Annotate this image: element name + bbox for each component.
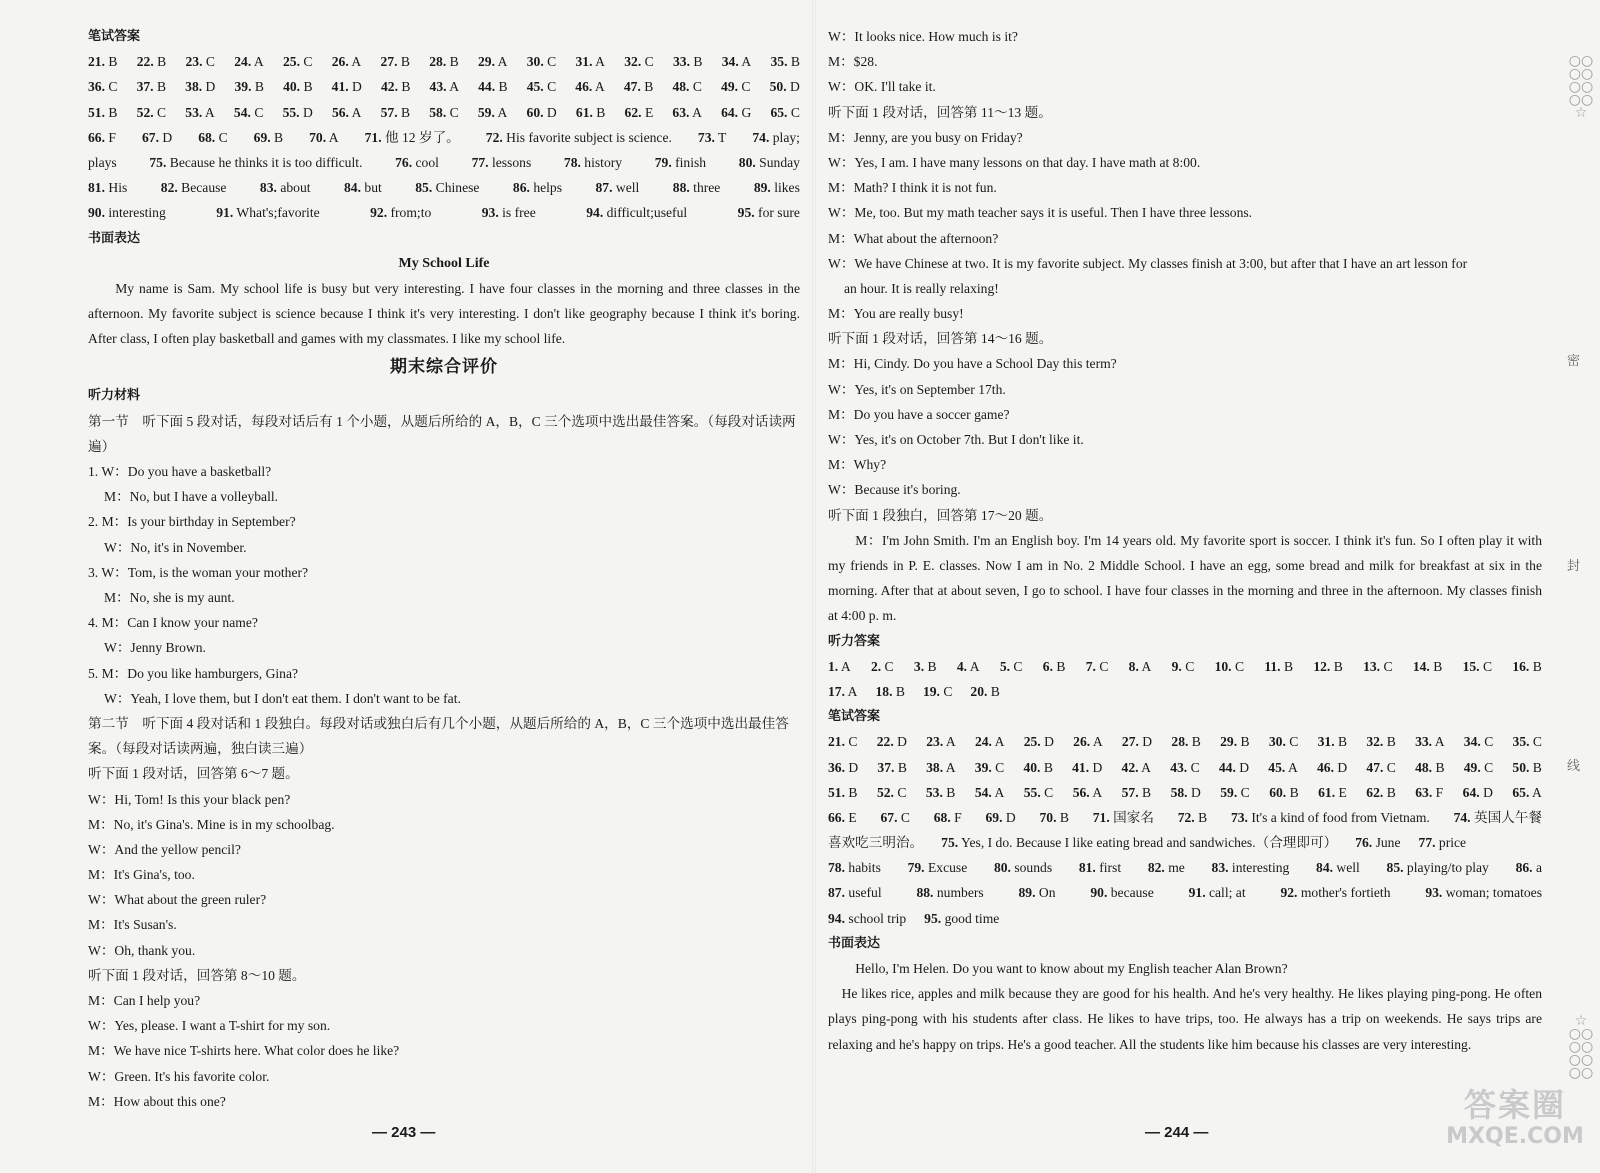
answer-item: 25. D: [1023, 734, 1054, 750]
answer-item: 21. C: [828, 734, 858, 750]
written-answers-heading-2: 笔试答案: [828, 709, 881, 725]
answer-item: 64. D: [1462, 784, 1493, 800]
answer-row: [828, 855, 1542, 880]
answer-item: 13. C: [1363, 658, 1393, 674]
answer-item: 72. His favorite subject is science.: [485, 129, 672, 145]
answer-item: 92. from;to: [370, 205, 432, 221]
answer-item: 7. C: [1085, 658, 1109, 674]
dialogue-line: M：No, but I have a volleyball.: [104, 489, 279, 505]
right-column: [828, 24, 1542, 1057]
answer-item: 81. His: [88, 180, 128, 196]
answer-row: [828, 805, 1542, 830]
answer-item: 76. cool: [395, 154, 439, 170]
watermark-logo: [1440, 1085, 1590, 1155]
answer-item: 62. B: [1366, 784, 1396, 800]
answer-item: 33. B: [673, 54, 703, 70]
answer-item: 39. C: [974, 759, 1005, 775]
dialogue-line: 1. W：Do you have a basketball?: [88, 464, 272, 480]
answer-item: 64. G: [721, 104, 752, 120]
q17-20-intro: 听下面 1 段独白，回答第 17～20 题。: [828, 507, 1053, 523]
answer-item: 31. B: [1317, 734, 1348, 750]
answer-item: 88. three: [672, 180, 721, 196]
answer-item: 30. C: [526, 54, 557, 70]
dialogue-line: W：Yes, it's on October 7th. But I don't like it.: [828, 432, 1084, 447]
answer-item: 45. A: [1268, 759, 1298, 775]
answer-item: 38. D: [185, 79, 216, 95]
answer-item: 74. play;: [752, 129, 800, 145]
answer-item: 12. B: [1313, 658, 1343, 674]
listening-material-heading: 听力材料: [88, 388, 141, 404]
margin-seal-char: 密: [1566, 354, 1580, 369]
page-number-right: — 244 —: [1145, 1124, 1209, 1141]
written-answers-heading: 笔试答案: [88, 29, 141, 44]
dialogue-11-13: [828, 125, 1542, 251]
answer-item: 57. B: [1121, 784, 1152, 800]
answer-item: 72. B: [1177, 809, 1208, 825]
answer-row: [88, 74, 800, 99]
answer-item: 29. B: [1220, 734, 1250, 750]
part2-instructions: 第二节 听下面 4 段对话和 1 段独白。每段对话或独白后有几个小题，从题后所给的 A，B，C 三个选项中选出最佳答案。（每段对话读两遍，独白读三遍）: [88, 715, 789, 757]
watermark-url: MXQE.COM: [1446, 1124, 1584, 1149]
dialogue-line: an hour. It is really relaxing!: [844, 280, 999, 296]
answer-item: 40. B: [1023, 759, 1053, 775]
answer-item: 68. C: [198, 129, 228, 145]
answer-item: 25. C: [283, 54, 313, 70]
dialogue-line: 2. M：Is your birthday in September?: [88, 514, 296, 530]
answer-item: 33. A: [1415, 734, 1445, 750]
answer-item: 36. D: [828, 759, 859, 775]
answer-item: 47. B: [623, 79, 654, 95]
answer-item: 38. A: [926, 759, 956, 775]
answer-row: [88, 175, 800, 200]
answer-item: 54. A: [974, 784, 1005, 800]
dialogue-5: [88, 661, 800, 711]
margin-circles-icon: ☆ ○○ ○○ ○○ ○○: [1568, 1013, 1594, 1081]
answer-item: 67. C: [880, 809, 910, 825]
dialogue-3: [88, 560, 800, 610]
answer-item: 48. C: [672, 79, 702, 95]
answer-item: 95. for sure: [737, 205, 800, 221]
answer-item: 59. C: [1220, 784, 1250, 800]
answer-row: [828, 906, 1542, 931]
answer-item: 49. C: [1463, 759, 1494, 775]
answer-item: 22. B: [136, 54, 167, 70]
answer-item: 73. T: [697, 129, 727, 145]
answer-item: 84. well: [1316, 860, 1360, 876]
dialogue-line: W：Hi, Tom! Is this your black pen?: [88, 791, 291, 807]
answer-item: 48. B: [1415, 759, 1445, 775]
answer-item: 75. Because he thinks it is too difficult.: [149, 154, 363, 170]
answer-item: 44. D: [1218, 759, 1250, 775]
dialogue-line: M：Hi, Cindy. Do you have a School Day this term?: [828, 356, 1117, 372]
answer-item: 43. A: [429, 79, 460, 95]
answer-item: 18. B: [875, 683, 905, 699]
answer-item: 90. because: [1090, 885, 1154, 901]
dialogue-line: W：Yes, please. I want a T-shirt for my son.: [88, 1018, 331, 1034]
answer-item: 66. F: [88, 129, 116, 145]
answer-item: 94. difficult;useful: [586, 205, 688, 221]
answer-item: 57. B: [380, 104, 411, 120]
dialogue-6-7: [88, 787, 800, 963]
answer-item: 61. B: [575, 104, 606, 120]
answer-item: 63. A: [672, 104, 702, 120]
answer-item: 81. first: [1078, 860, 1122, 876]
answer-item: 62. E: [624, 104, 654, 120]
answer-item: 89. likes: [753, 180, 800, 196]
dialogue-line: W：Yes, I am. I have many lessons on that day. I have math at 8:00.: [828, 154, 1201, 170]
q8-10-intro: 听下面 1 段对话，回答第 8～10 题。: [88, 967, 306, 983]
answer-item: 60. D: [526, 104, 557, 120]
q11-13-intro: 听下面 1 段对话，回答第 11～13 题。: [828, 104, 1052, 120]
answer-item: 34. A: [721, 54, 752, 70]
answer-item: 15. C: [1462, 658, 1493, 674]
answer-item: 79. Excuse: [907, 860, 968, 876]
answer-item: 43. C: [1170, 759, 1200, 775]
answer-item: 74. 英国人午餐: [1453, 809, 1542, 825]
answer-item: 6. B: [1042, 658, 1066, 674]
answer-item: 3. B: [913, 658, 937, 674]
answer-item: 69. B: [253, 129, 284, 145]
answer-item: 19. C: [922, 683, 953, 699]
answer-item: plays: [88, 154, 117, 170]
left-column: [88, 24, 800, 1114]
answer-item: 93. woman; tomatoes: [1425, 885, 1542, 901]
answer-item: 45. C: [526, 79, 557, 95]
answer-item: 56. A: [1072, 784, 1103, 800]
dialogue-line: M：Can I help you?: [88, 993, 201, 1009]
dialogue-8-10: [88, 988, 800, 1114]
answer-item: 36. C: [88, 79, 118, 95]
answer-item: 60. B: [1269, 784, 1299, 800]
answer-item: 85. Chinese: [415, 180, 480, 196]
answer-item: 30. C: [1268, 734, 1299, 750]
answer-item: 24. A: [234, 54, 264, 70]
dialogue-line: W：We have Chinese at two. It is my favorite subject. My classes finish at 3:00, but after that I have an art lesson for: [828, 255, 1468, 271]
answer-item: 32. B: [1366, 734, 1396, 750]
answer-item: 39. B: [234, 79, 264, 95]
answer-item: 41. D: [1072, 759, 1103, 775]
dialogue-line: M：It's Susan's.: [88, 917, 177, 933]
answer-item: 79. finish: [654, 154, 707, 170]
dialogue-14-16: [828, 351, 1542, 502]
answer-item: 54. C: [233, 104, 264, 120]
answer-row: [828, 755, 1542, 780]
listening-answer-row: [828, 679, 1542, 704]
margin-seal-char: 封: [1566, 559, 1580, 574]
dialogue-line: M：Math? I think it is not fun.: [828, 180, 997, 196]
answer-item: 17. A: [828, 683, 858, 699]
answer-item: 2. C: [870, 658, 894, 674]
answer-item: 49. C: [721, 79, 751, 95]
answer-item: 8. A: [1128, 658, 1152, 674]
answer-item: 28. B: [429, 54, 459, 70]
answer-item: 51. B: [88, 104, 118, 120]
part1-instructions: 第一节 听下面 5 段对话，每段对话后有 1 个小题，从题后所给的 A，B，C 三个选项中选出最佳答案。（每段对话读两遍）: [88, 413, 796, 454]
q14-16-intro: 听下面 1 段对话，回答第 14～16 题。: [828, 331, 1053, 347]
answer-item: 4. A: [956, 658, 980, 674]
answer-item: 52. C: [136, 104, 167, 120]
answer-item: 22. D: [876, 734, 907, 750]
answer-item: 34. C: [1463, 734, 1494, 750]
answer-row: [828, 729, 1542, 754]
answer-item: 88. numbers: [916, 885, 984, 901]
answer-item: 47. C: [1366, 759, 1396, 775]
dialogue-line: W：OK. I'll take it.: [828, 79, 936, 95]
answer-item: 84. but: [344, 180, 382, 196]
dialogue-line: M：Jenny, are you busy on Friday?: [828, 129, 1023, 145]
answer-item: 85. playing/to play: [1386, 860, 1489, 876]
answer-item: 86. a: [1515, 860, 1542, 876]
essay-intro: Hello, I'm Helen. Do you want to know about my English teacher Alan Brown?: [855, 961, 1288, 976]
answer-item: 86. helps: [512, 180, 563, 196]
answer-item: 53. A: [185, 104, 215, 120]
answer-item: 94. school trip: [828, 910, 907, 926]
answer-item: 42. A: [1121, 759, 1151, 775]
answer-item: 46. D: [1316, 759, 1348, 775]
dialogue-line: W：What about the green ruler?: [88, 892, 267, 908]
answer-item: 61. E: [1318, 784, 1347, 800]
answer-item: 37. B: [136, 79, 167, 95]
answer-item: 52. C: [876, 784, 907, 800]
answer-item: 87. useful: [828, 885, 882, 901]
margin-circles-icon: ○○ ○○ ○○ ○○ ☆: [1568, 53, 1594, 121]
listening-answers-heading: 听力答案: [828, 633, 881, 649]
answer-item: 11. B: [1264, 658, 1294, 674]
answer-item: 56. A: [331, 104, 362, 120]
answer-item: 35. B: [770, 54, 800, 70]
answer-item: 55. D: [282, 104, 313, 120]
answer-item: 73. It's a kind of food from Vietnam.: [1230, 809, 1430, 825]
answer-row: [88, 125, 800, 150]
dialogue-line: M：We have nice T-shirts here. What color does he like?: [88, 1043, 400, 1059]
answer-item: 95. good time: [924, 910, 1000, 926]
dialogue-line: M：You are really busy!: [828, 306, 964, 322]
answer-item: 76. June: [1355, 835, 1401, 851]
answer-item: 32. C: [624, 54, 654, 70]
dialogue-line: W：And the yellow pencil?: [88, 841, 241, 857]
answer-item: 87. well: [595, 180, 640, 196]
answer-item: 27. D: [1121, 734, 1153, 750]
answer-row: [88, 200, 800, 225]
answer-item: 69. D: [985, 809, 1016, 825]
answer-item: 58. D: [1170, 784, 1201, 800]
answer-item: 80. sounds: [993, 860, 1053, 876]
written-answers-list: [88, 49, 800, 225]
writing-heading: 书面表达: [88, 230, 141, 246]
answer-item: 21. B: [88, 54, 118, 70]
page-number-left: — 243 —: [372, 1124, 436, 1141]
answer-item: 27. B: [380, 54, 410, 70]
answer-item: 63. F: [1415, 784, 1444, 800]
answer-item: 5. C: [999, 658, 1023, 674]
answer-item: 66. E: [828, 809, 857, 825]
answer-item: 89. On: [1018, 885, 1056, 901]
answer-item: 46. A: [575, 79, 605, 95]
dialogue-line: M：$28.: [828, 54, 878, 70]
answer-item: 41. D: [331, 79, 362, 95]
answer-item: 65. A: [1512, 784, 1542, 800]
dialogue-line: W：No, it's in November.: [104, 539, 247, 555]
dialogue-line: M：Do you have a soccer game?: [828, 406, 1010, 422]
answer-item: 91. What's;favorite: [216, 205, 320, 221]
answer-item: 68. F: [933, 809, 962, 825]
answer-item: 70. A: [309, 129, 339, 145]
answer-item: 90. interesting: [88, 205, 166, 221]
answer-item: 91. call; at: [1188, 885, 1246, 901]
answer-item: 78. history: [563, 154, 623, 170]
answer-item: 53. B: [925, 784, 956, 800]
answer-item: 29. A: [478, 54, 508, 70]
answer-item: 26. A: [1073, 734, 1103, 750]
watermark-text: 答案圈: [1463, 1086, 1566, 1124]
q6-7-intro: 听下面 1 段对话，回答第 6～7 题。: [88, 766, 299, 782]
answer-row: [828, 780, 1542, 805]
right-page: [815, 0, 1600, 1173]
dialogue-line: W：Jenny Brown.: [104, 640, 206, 656]
answer-item: 92. mother's fortieth: [1280, 885, 1391, 901]
answer-row: [88, 100, 800, 125]
essay-title: My School Life: [398, 255, 490, 271]
answer-row: [828, 880, 1542, 905]
answer-item: 78. habits: [828, 860, 881, 876]
essay-body: He likes rice, apples and milk because they are good for his health. And he's very healthy. He likes playing ping-pong. He often plays ping-pong with his students after class. He likes to have trips, too. He always has a trip on weekends. He says trips are relaxing and he's happy on trips. He's a good teacher. All the students like him because his classes are very interesting.: [828, 986, 1542, 1052]
dialogue-line: 5. M：Do you like hamburgers, Gina?: [88, 665, 299, 681]
answer-item: 14. B: [1412, 658, 1443, 674]
listening-answers-list: [828, 654, 1542, 704]
dialogue-line: W：Green. It's his favorite color.: [88, 1068, 270, 1084]
answer-item: 71. 他 12 岁了。: [364, 129, 460, 145]
dialogue-line: W：Yeah, I love them, but I don't eat them. I don't want to be fat.: [104, 690, 461, 706]
dialogue-line: M：Why?: [828, 457, 887, 473]
written-answers-list-2: [828, 729, 1542, 931]
answer-item: 28. B: [1171, 734, 1201, 750]
answer-item: 42. B: [380, 79, 411, 95]
answer-item: 58. C: [429, 104, 459, 120]
dialogue-line: M：No, it's Gina's. Mine is in my schoolbag.: [88, 816, 335, 832]
answer-item: 50. B: [1512, 759, 1542, 775]
answer-item: 9. C: [1171, 658, 1195, 674]
answer-item: 23. C: [185, 54, 215, 70]
monologue-paragraph: M：I'm John Smith. I'm an English boy. I'm 14 years old. My favorite sport is soccer. I think it's fun. So I often play it with my friends in P. E. classes. Now I am in No. 2 Middle School. I have an egg, some bread and milk for breakfast at six in the morning. After that at about seven, I go to school. I have four classes in the morning and three in the afternoon. My classes finish at 4:00 p. m.: [828, 532, 1542, 624]
dialogue-line: W：Yes, it's on September 17th.: [828, 381, 1006, 397]
dialogue-line: 3. W：Tom, is the woman your mother?: [88, 564, 309, 580]
dialogue-1: [88, 459, 800, 509]
answer-item: 37. B: [877, 759, 907, 775]
answer-item: 喜欢吃三明治。: [828, 835, 924, 851]
answer-item: 1. A: [828, 658, 851, 674]
answer-item: 93. is free: [481, 205, 536, 221]
answer-item: 83. interesting: [1211, 860, 1290, 876]
answer-row: [88, 49, 800, 74]
dialogue-line: W：Oh, thank you.: [88, 942, 196, 958]
answer-item: 77. price: [1418, 835, 1467, 851]
answer-item: 16. B: [1512, 658, 1542, 674]
writing-heading-2: 书面表达: [828, 935, 881, 951]
answer-item: 44. B: [478, 79, 508, 95]
answer-item: 23. A: [926, 734, 956, 750]
answer-row: [88, 150, 800, 175]
answer-item: 10. C: [1214, 658, 1245, 674]
answer-item: 40. B: [283, 79, 313, 95]
answer-item: 65. C: [770, 104, 800, 120]
listening-answer-row: [828, 654, 1542, 679]
answer-item: 70. B: [1039, 809, 1069, 825]
answer-row: [828, 830, 1542, 855]
dialogue-8-10-continued: [828, 24, 1542, 100]
dialogue-line: W：Because it's boring.: [828, 482, 961, 498]
section-title: 期末综合评价: [390, 357, 498, 378]
answer-item: 55. C: [1023, 784, 1054, 800]
essay-paragraph: My name is Sam. My school life is busy but very interesting. I have four classes in the morning and three classes in the afternoon. My favorite subject is science because I think it's very interesting. I don't like geography because I think it's boring. After class, I often play basketball and games with my classmates. I like my school life.: [88, 280, 800, 347]
dialogue-line: 4. M：Can I know your name?: [88, 615, 258, 631]
margin-seal-char: 线: [1566, 759, 1580, 774]
dialogue-2: [88, 509, 800, 559]
dialogue-line: M：No, she is my aunt.: [104, 590, 235, 606]
dialogue-line: M：What about the afternoon?: [828, 230, 999, 246]
answer-item: 82. me: [1147, 860, 1185, 876]
answer-item: 67. D: [141, 129, 173, 145]
answer-item: 35. C: [1512, 734, 1542, 750]
answer-item: 31. A: [575, 54, 605, 70]
dialogue-4: [88, 610, 800, 660]
answer-item: 24. A: [974, 734, 1005, 750]
dialogue-line: M：It's Gina's, too.: [88, 867, 195, 883]
answer-item: 83. about: [259, 180, 311, 196]
answer-item: 26. A: [331, 54, 362, 70]
dialogue-line: W：It looks nice. How much is it?: [828, 29, 1018, 44]
answer-item: 51. B: [828, 784, 858, 800]
answer-item: 82. Because: [160, 180, 227, 196]
answer-item: 20. B: [970, 683, 1000, 699]
answer-item: 77. lessons: [471, 154, 532, 170]
answer-item: 50. D: [769, 79, 800, 95]
answer-item: 71. 国家名: [1092, 809, 1154, 825]
dialogue-line: W：Me, too. But my math teacher says it is useful. Then I have three lessons.: [828, 205, 1253, 221]
answer-item: 80. Sunday: [738, 154, 800, 170]
answer-item: 59. A: [477, 104, 508, 120]
dialogue-line: M：How about this one?: [88, 1093, 226, 1109]
answer-item: 75. Yes, I do. Because I like eating bread and sandwiches.（合理即可）: [941, 835, 1338, 851]
